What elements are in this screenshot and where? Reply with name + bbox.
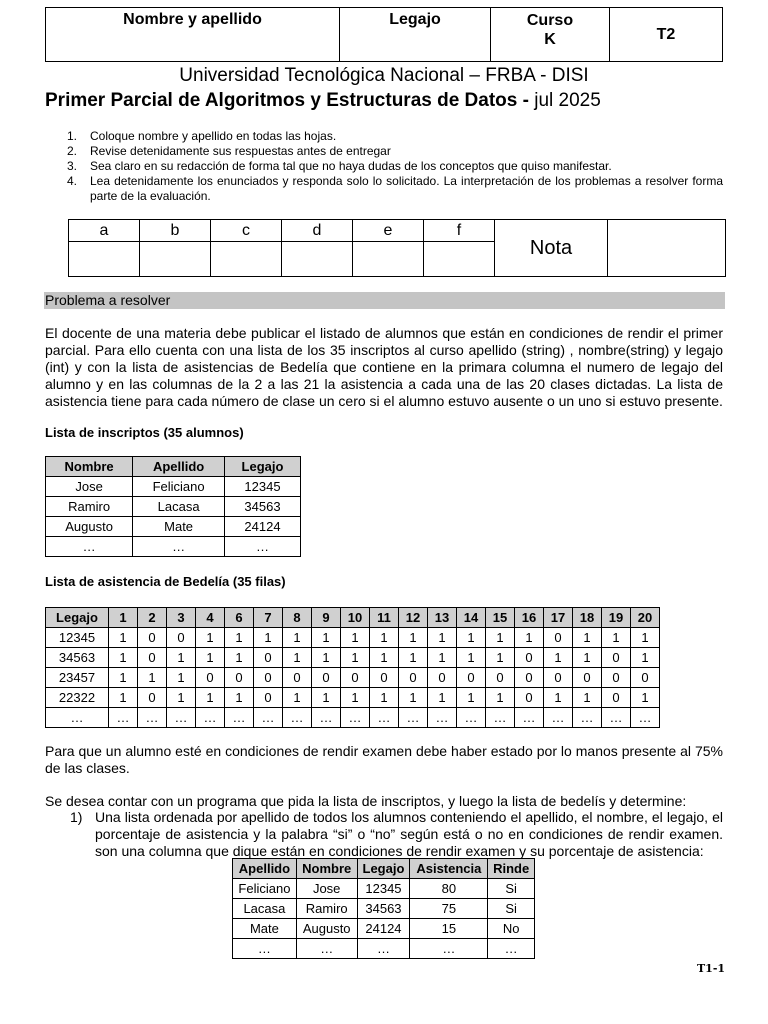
grade-cell-e[interactable] (353, 242, 424, 277)
table-cell: Feliciano (233, 879, 297, 899)
grade-label-a: a (69, 220, 140, 242)
table-cell: 0 (602, 668, 631, 688)
column-header: Legajo (46, 608, 109, 628)
table-cell: Jose (46, 477, 133, 497)
table-cell: 1 (225, 628, 254, 648)
table-cell: 0 (602, 688, 631, 708)
asistencia-table (45, 607, 660, 728)
table-cell: … (602, 708, 631, 728)
table-cell: No (488, 919, 535, 939)
table-cell: 1 (109, 688, 138, 708)
grade-label-c: c (211, 220, 282, 242)
column-header: 19 (602, 608, 631, 628)
table-cell: 0 (486, 668, 515, 688)
table-cell: 1 (283, 628, 312, 648)
grade-cell-a[interactable] (69, 242, 140, 277)
instruction-item (67, 129, 723, 144)
curso-value: K (544, 31, 556, 48)
table-cell: … (486, 708, 515, 728)
table-cell: … (224, 537, 300, 557)
instruction-text: Sea claro en su redacción de forma tal que no haya dudas de los conceptos que quiso manifestar. (90, 159, 612, 173)
table-cell: … (109, 708, 138, 728)
table-cell: … (46, 537, 133, 557)
table-header-row (46, 457, 301, 477)
table-cell: Lacasa (133, 497, 225, 517)
table-cell: 1 (283, 688, 312, 708)
curso-label: Curso (526, 12, 574, 29)
exam-date: jul 2025 (534, 90, 601, 111)
column-header: 1 (109, 608, 138, 628)
grade-label-d: d (282, 220, 353, 242)
table-cell: 1 (544, 688, 573, 708)
table-cell: 0 (370, 668, 399, 688)
table-cell: … (138, 708, 167, 728)
table-header-row (46, 608, 660, 628)
table-cell: … (167, 708, 196, 728)
tema-badge: T2 (656, 25, 676, 43)
table-cell: … (233, 939, 297, 959)
table-cell: 1 (486, 648, 515, 668)
table-cell: … (399, 708, 428, 728)
table-cell: 1 (457, 648, 486, 668)
table-cell: … (457, 708, 486, 728)
instruction-number: 4. (67, 174, 78, 188)
table-cell: … (225, 708, 254, 728)
table-cell: 0 (573, 668, 602, 688)
table-cell: 0 (254, 668, 283, 688)
table-cell: 0 (138, 648, 167, 668)
table-cell: Jose (296, 879, 357, 899)
table-row (46, 628, 660, 648)
table-cell: … (296, 939, 357, 959)
curso-field (491, 8, 610, 61)
name-label: Nombre y apellido (123, 11, 262, 28)
instruction-text: Lea detenidamente los enunciados y responda solo lo solicitado. La interpretación de los problemas a resolver forma parte de la evaluación. (90, 174, 723, 203)
table-cell: 23457 (46, 668, 109, 688)
table-cell: 34563 (224, 497, 300, 517)
table-row (233, 879, 535, 899)
column-header: 20 (631, 608, 660, 628)
table-cell: 1 (312, 628, 341, 648)
column-header: 3 (167, 608, 196, 628)
table-cell: … (488, 939, 535, 959)
table-row (46, 517, 301, 537)
table-cell: Feliciano (133, 477, 225, 497)
table-cell: 1 (370, 648, 399, 668)
instruction-text: Coloque nombre y apellido en todas las hojas. (90, 129, 337, 143)
column-header: 8 (283, 608, 312, 628)
table-cell: 1 (225, 688, 254, 708)
nota-value-field[interactable] (608, 220, 726, 277)
table-cell: 1 (573, 628, 602, 648)
table-cell: 1 (428, 688, 457, 708)
table-cell: 12345 (46, 628, 109, 648)
table-row (46, 688, 660, 708)
table-cell: 1 (341, 628, 370, 648)
instruction-number: 3. (67, 159, 78, 173)
table-cell: 1 (486, 688, 515, 708)
column-header: 9 (312, 608, 341, 628)
table-cell: 1 (573, 688, 602, 708)
grade-label-f: f (424, 220, 495, 242)
table-row (46, 477, 301, 497)
table-cell: Lacasa (233, 899, 297, 919)
column-header: 2 (138, 608, 167, 628)
column-header: 7 (254, 608, 283, 628)
table-cell: 0 (515, 668, 544, 688)
table-cell: 1 (631, 688, 660, 708)
table-cell: Si (488, 899, 535, 919)
instruction-item (67, 144, 723, 159)
table-cell: 1 (399, 628, 428, 648)
table-cell: Ramiro (296, 899, 357, 919)
table-cell: … (357, 939, 410, 959)
instruction-item (67, 174, 723, 204)
grade-cell-d[interactable] (282, 242, 353, 277)
name-field[interactable] (46, 8, 340, 61)
column-header: 16 (515, 608, 544, 628)
column-header: 10 (341, 608, 370, 628)
column-header: 13 (428, 608, 457, 628)
table-cell: … (341, 708, 370, 728)
table-cell: 1 (457, 688, 486, 708)
table-cell: 1 (399, 688, 428, 708)
table-cell: 0 (341, 668, 370, 688)
nota-label: Nota (495, 220, 608, 277)
table-cell: 1 (341, 648, 370, 668)
table-row (233, 939, 535, 959)
table-cell: 1 (370, 688, 399, 708)
table-row (46, 668, 660, 688)
table-cell: Augusto (46, 517, 133, 537)
table-cell: 1 (167, 688, 196, 708)
column-header: 4 (196, 608, 225, 628)
table-cell: 34563 (357, 899, 410, 919)
column-header: Nombre (296, 859, 357, 879)
table-cell: 0 (196, 668, 225, 688)
table-cell: 0 (457, 668, 486, 688)
table-cell: 1 (109, 668, 138, 688)
table-cell: 1 (457, 628, 486, 648)
table-cell: … (283, 708, 312, 728)
grade-cell-f[interactable] (424, 242, 495, 277)
table-cell: 15 (410, 919, 488, 939)
table-cell: 1 (428, 628, 457, 648)
intro-paragraph: El docente de una materia debe publicar el listado de alumnos que están en condiciones de rendir el primer parcial. Para ello cuenta con una lista de los 35 inscriptos al curso apellido (string) , nombre(string) y legajo (int) y con la lista de asistencias de Bedelía que contiene en la primara columna el numero de legajo del alumno y en las columnas de la 2 a las 21 la asistencia a cada una de las 20 clases dictadas. La lista de asistencia tiene para cada número de clase un cero si el alumno estuvo ausente o un uno si estuvo presente. (45, 325, 723, 409)
table-cell: 1 (225, 648, 254, 668)
table-cell: 1 (312, 648, 341, 668)
table-cell: 0 (515, 688, 544, 708)
table-cell: 24124 (224, 517, 300, 537)
table-cell: 1 (573, 648, 602, 668)
column-header: Nombre (46, 457, 133, 477)
table-cell: 1 (167, 648, 196, 668)
column-header: Asistencia (410, 859, 488, 879)
table-cell: 80 (410, 879, 488, 899)
table-cell: 12345 (357, 879, 410, 899)
table-cell: 0 (428, 668, 457, 688)
column-header: Apellido (233, 859, 297, 879)
table-cell: 1 (109, 628, 138, 648)
inscriptos-title: Lista de inscriptos (35 alumnos) (45, 425, 244, 440)
legajo-field[interactable] (340, 8, 491, 61)
grade-cell-c[interactable] (211, 242, 282, 277)
table-cell: 34563 (46, 648, 109, 668)
table-cell: Ramiro (46, 497, 133, 517)
table-cell: Si (488, 879, 535, 899)
table-row (46, 648, 660, 668)
table-cell: 1 (312, 688, 341, 708)
table-cell: 1 (167, 668, 196, 688)
table-cell: 1 (254, 628, 283, 648)
condition-paragraph: Para que un alumno esté en condiciones de rendir examen debe haber estado por lo manos presente al 75% de las clases. (45, 743, 723, 776)
requirement-text: Una lista ordenada por apellido de todos los alumnos conteniendo el apellido, el nombre, el legajo, el porcentaje de asistencia y la palabra “si” o “no” según está o no en condiciones de rendir examen. son una columna que dique están en condiciones de rendir examen y su porcentaje de asistencia: (95, 809, 723, 859)
column-header: Legajo (357, 859, 410, 879)
table-cell: 1 (631, 648, 660, 668)
grade-cell-b[interactable] (140, 242, 211, 277)
table-row (46, 497, 301, 517)
table-row (46, 708, 660, 728)
grade-label-b: b (140, 220, 211, 242)
table-cell: 1 (138, 668, 167, 688)
table-cell: Augusto (296, 919, 357, 939)
requirement-number: 1) (70, 809, 83, 825)
grade-label-e: e (353, 220, 424, 242)
column-header: Legajo (224, 457, 300, 477)
table-cell: … (428, 708, 457, 728)
instructions-list (67, 129, 723, 204)
instruction-item (67, 159, 723, 174)
table-cell: … (254, 708, 283, 728)
table-row (233, 919, 535, 939)
table-cell: 0 (544, 628, 573, 648)
table-cell: 1 (196, 688, 225, 708)
table-cell: … (631, 708, 660, 728)
table-cell: 1 (370, 628, 399, 648)
table-cell: … (133, 537, 225, 557)
table-cell: … (196, 708, 225, 728)
section-heading: Problema a resolver (44, 292, 725, 309)
column-header: 6 (225, 608, 254, 628)
table-header-row (233, 859, 535, 879)
table-cell: 12345 (224, 477, 300, 497)
table-cell: 1 (428, 648, 457, 668)
table-cell: 0 (602, 648, 631, 668)
column-header: 17 (544, 608, 573, 628)
table-cell: … (46, 708, 109, 728)
exam-title (45, 90, 601, 112)
table-cell: 0 (254, 688, 283, 708)
table-cell: 1 (602, 628, 631, 648)
table-cell: Mate (133, 517, 225, 537)
column-header: 15 (486, 608, 515, 628)
table-cell: 1 (341, 688, 370, 708)
table-cell: 1 (544, 648, 573, 668)
table-cell: 0 (283, 668, 312, 688)
inscriptos-table (45, 456, 301, 557)
table-cell: 1 (109, 648, 138, 668)
table-cell: 75 (410, 899, 488, 919)
university-title: Universidad Tecnológica Nacional – FRBA - DISI (179, 65, 589, 86)
table-cell: 0 (225, 668, 254, 688)
instruction-number: 1. (67, 129, 78, 143)
table-cell: … (544, 708, 573, 728)
exam-title-sep: - (517, 90, 535, 111)
table-cell: … (312, 708, 341, 728)
column-header: Apellido (133, 457, 225, 477)
column-header: 14 (457, 608, 486, 628)
table-cell: 0 (167, 628, 196, 648)
exam-title-text: Primer Parcial de Algoritmos y Estructuras de Datos (45, 90, 518, 111)
table-cell: 0 (399, 668, 428, 688)
table-cell: 1 (399, 648, 428, 668)
asistencia-title: Lista de asistencia de Bedelía (35 filas) (45, 574, 286, 589)
table-cell: … (410, 939, 488, 959)
column-header: 18 (573, 608, 602, 628)
instruction-text: Revise detenidamente sus respuestas antes de entregar (90, 144, 391, 158)
table-cell: 1 (486, 628, 515, 648)
table-cell: … (370, 708, 399, 728)
table-cell: 0 (138, 688, 167, 708)
legajo-label: Legajo (389, 11, 441, 28)
table-cell: 0 (515, 648, 544, 668)
table-cell: 0 (138, 628, 167, 648)
table-cell: 24124 (357, 919, 410, 939)
page-footer: T1-1 (697, 962, 726, 975)
table-cell: 0 (254, 648, 283, 668)
table-cell: 1 (515, 628, 544, 648)
result-table (232, 858, 535, 959)
table-cell: 22322 (46, 688, 109, 708)
column-header: 12 (399, 608, 428, 628)
program-intro: Se desea contar con un programa que pida la lista de inscriptos, y luego la lista de bedelís y determine: (45, 793, 687, 809)
column-header: 11 (370, 608, 399, 628)
table-cell: Mate (233, 919, 297, 939)
table-cell: … (515, 708, 544, 728)
grade-table (68, 219, 726, 277)
table-cell: 1 (196, 648, 225, 668)
header-box (45, 7, 723, 62)
requirement-item (70, 809, 723, 860)
column-header: Rinde (488, 859, 535, 879)
table-row (233, 899, 535, 919)
table-row (46, 537, 301, 557)
table-cell: … (573, 708, 602, 728)
table-cell: 1 (196, 628, 225, 648)
table-cell: 1 (283, 648, 312, 668)
table-cell: 0 (544, 668, 573, 688)
instruction-number: 2. (67, 144, 78, 158)
table-cell: 0 (631, 668, 660, 688)
table-cell: 1 (631, 628, 660, 648)
table-cell: 0 (312, 668, 341, 688)
